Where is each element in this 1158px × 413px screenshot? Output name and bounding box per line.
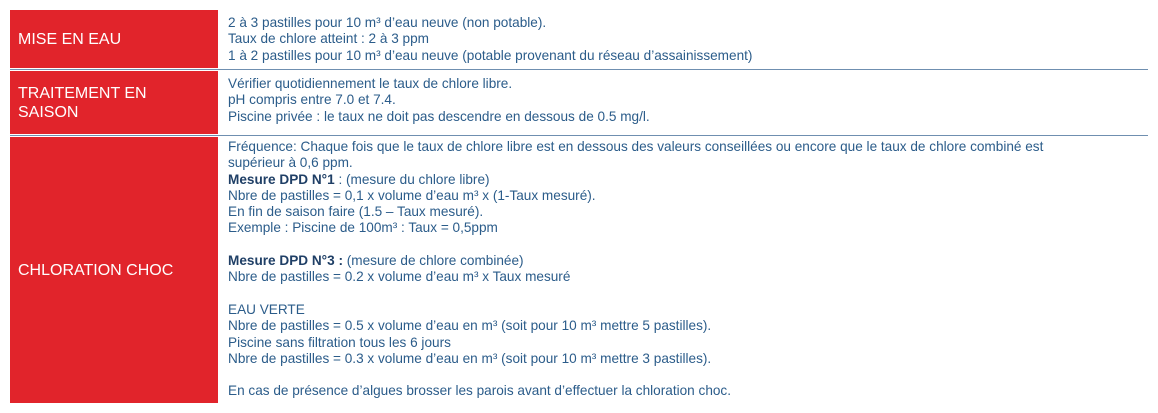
content-line: EAU VERTE: [228, 301, 305, 317]
dpd3-title: Mesure DPD N°3 :: [228, 253, 343, 269]
row-content: [218, 10, 1148, 68]
row-label: MISE EN EAU: [10, 10, 218, 68]
dpd3-heading: [228, 253, 1148, 269]
dpd1-title: Mesure DPD N°1: [228, 171, 335, 187]
row-traitement-en-saison: [10, 71, 1148, 134]
row-chloration-choc: [10, 137, 1148, 403]
spacer: [228, 237, 1148, 253]
row-content: [218, 137, 1148, 403]
spacer: [228, 286, 1148, 302]
content-line: Nbre de pastilles = 0.5 x volume d’eau en m³ (soit pour 10 m³ mettre 5 pastilles).: [228, 318, 712, 334]
content-line: Nbre de pastilles = 0,1 x volume d’eau m³ x (1-Taux mesuré).: [228, 187, 596, 203]
content-line: 2 à 3 pastilles pour 10 m³ d’eau neuve (non potable).: [228, 15, 547, 30]
row-mise-en-eau: [10, 10, 1148, 68]
content-line: En fin de saison faire (1.5 – Taux mesuré).: [228, 204, 484, 220]
dpd3-subtitle: (mesure de chlore combinée): [342, 253, 524, 269]
content-line: 1 à 2 pastilles pour 10 m³ d’eau neuve (potable provenant du réseau d’assainissement): [228, 47, 753, 63]
dpd1-subtitle: : (mesure du chlore libre): [334, 171, 490, 187]
content-line: Exemple : Piscine de 100m³ : Taux = 0,5ppm: [228, 220, 498, 236]
dpd1-heading: [228, 172, 1148, 188]
content-line: Vérifier quotidiennement le taux de chlore libre.: [228, 76, 513, 91]
row-content: [218, 71, 1148, 134]
row-separator: [10, 69, 1148, 70]
content-line: Piscine privée : le taux ne doit pas descendre en dessous de 0.5 mg/l.: [228, 108, 650, 124]
spacer: [228, 367, 1148, 383]
content-line: Piscine sans filtration tous les 6 jours: [228, 334, 451, 350]
content-line: Nbre de pastilles = 0.2 x volume d’eau m³ x Taux mesuré: [228, 269, 571, 285]
content-line: Nbre de pastilles = 0.3 x volume d’eau en m³ (soit pour 10 m³ mettre 3 pastilles).: [228, 350, 712, 366]
content-line: En cas de présence d’algues brosser les parois avant d’effectuer la chloration choc.: [228, 383, 732, 399]
content-line: Taux de chlore atteint : 2 à 3 ppm: [228, 31, 430, 47]
row-label: CHLORATION CHOC: [10, 137, 218, 403]
row-label: TRAITEMENT EN SAISON: [10, 71, 218, 134]
frequency-text: Fréquence: Chaque fois que le taux de chlore libre est en dessous des valeurs conseillées ou encore que le taux de chlore combiné est supérieur à 0,6 ppm.: [228, 139, 1044, 171]
row-separator: [10, 135, 1148, 136]
content-line: pH compris entre 7.0 et 7.4.: [228, 92, 396, 108]
